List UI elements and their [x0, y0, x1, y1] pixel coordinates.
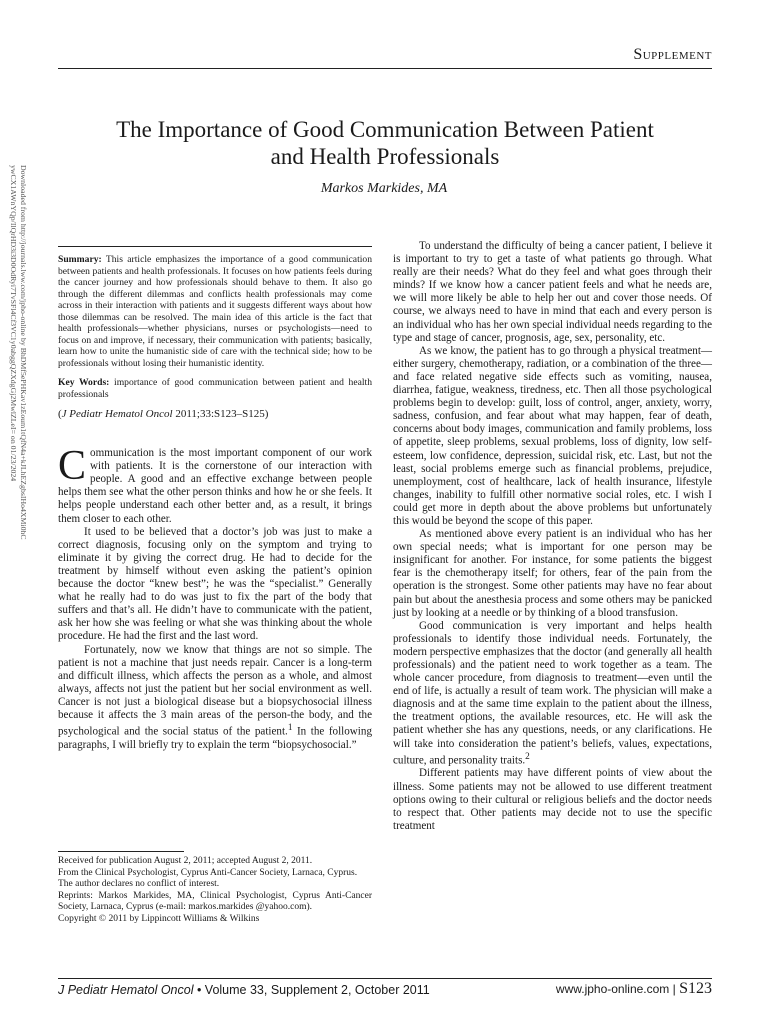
body-paragraph: It used to be believed that a doctor’s job was just to make a correct diagnosis, focusing only on the symptom and trying to eliminate it by giving the correct drug. He had to decide for the treatment by himself without even asking the patient’s opinion because the doctor “knew best”; he was the “specialist.” Generally what he really had to do was just to fix the part of the body that suffers and that’s all. He didn’t have to communicate with the patient, ask her how she was feeling or what she was thinking about the whole procedure. He had the first and the last word.: [58, 525, 372, 643]
download-watermark: [9, 165, 29, 625]
author: Markos Markides, MA: [320, 181, 448, 196]
section-label: Supplement: [633, 46, 712, 63]
abstract-keywords: [58, 377, 372, 400]
footer-page-info: www.jpho-online.com | S123: [555, 980, 712, 997]
keywords-label: Key Words:: [58, 377, 110, 388]
reference-marker[interactable]: 2: [525, 751, 530, 762]
summary-text: This article emphasizes the importance of a good communication between patients and health professionals. It focuses on how patients feels during the cancer journey and how professionals should behave to them. It also go through the different dilemmas and conflicts health professionals may come across in their interaction with patients and it suggests different ways about how those dilemmas can be resolved. The main idea of this article is the fact that health professionals—whether physicians, nurses or psychologists—need to focus on and improve, if necessary, their communication with patients; basically, learn how to unite the humanistic side of care with the technical side; how to be professionals without losing their humanistic identity.: [58, 254, 372, 369]
citation-journal: J Pediatr Hematol Oncol: [61, 408, 173, 420]
body-paragraph: Good communication is very important and helps health professionals to identify those individual needs. Fortunately, the modern perspective emphasizes that the doctor (and generally all health professionals) and the patient need to work together as a team. The whole cancer procedure, from diagnosis to treatment—even until the end of life, is actually a result of team work. The physician will make a diagnosis and at the same time explain to the patient about the illness, the treatment options, the available resources, etc. He will ask the patient whether she has any questions, needs, or any clarifications. He will take into consideration the patient’s beliefs, values, expectations, culture, and personality traits.$^2$: [393, 619, 712, 767]
footer-issue: • Volume 33, Supplement 2, October 2011: [193, 983, 430, 997]
title-line-2: and Health Professionals: [270, 144, 500, 169]
body-paragraph: Fortunately, now we know that things are not so simple. The patient is not a machine that just needs repair. Cancer is a long-term and difficult illness, which affects the person as a whole, and almost always, affects not just the patient but her social environment as well. Cancer is not just a biological disease but a biopsychosocial illness because it affects the 3 main areas of the person-the body, and the psychological and the social status of the patient.$^1$ In the following paragraphs, I will briefly try to explain the term “biopsychosocial.”: [58, 643, 372, 751]
footnote-received: Received for publication August 2, 2011; accepted August 2, 2011.: [58, 856, 313, 866]
page-number: S123: [679, 980, 712, 997]
abstract-rule: [58, 246, 372, 247]
footnotes: [58, 856, 372, 925]
header-rule: [58, 68, 712, 69]
body-paragraph: As we know, the patient has to go through a physical treatment—either surgery, chemotherapy, radiation, or a combination of the three—and face related negative side effects such as vomiting, nausea, diarrhea, fatigue, weakness, tiredness, etc. Then all those psychological problems begin to develop: guilt, loss of control, anger, anxiety, worry, sadness, confusion, and fear about what may happen, fear of death, concerns about body images, communication and family problems, loss of appetite, sleep problems, sexual problems, loss of dignity, low self-esteem, low confidence, depression, suicidal risk, etc. Last, but not the least, social problems emerge such as financial problems, prejudice, unemployment, cost of healthcare, lack of health insurance, lifestyle changes, inability to fulfill other normative social roles, etc. I wish I could get more in depth about the above problems but unfortunately this would be beyond the scope of this paper.: [393, 344, 712, 527]
footnote-conflict: The author declares no conflict of interest.: [58, 879, 220, 889]
keywords-text: importance of good communication between patient and health professionals: [58, 377, 372, 400]
footnote-rule: [58, 851, 184, 852]
body-paragraph: As mentioned above every patient is an individual who has her own special needs; what is important for one person may be insignificant for another. For instance, for some patients the biggest fear is the chemotherapy itself; for others, fear of the pain from the operation is the strongest. Some other patients may have no fear about pain but about the anesthesia process and some others may be panicked just by looking at a needle or by thinking of a blood transfusion.: [393, 528, 712, 619]
left-column: [58, 254, 372, 752]
abstract-summary: [58, 254, 372, 369]
footer-url[interactable]: www.jpho-online.com: [555, 982, 670, 996]
citation-details: 2011;33:S123–S125): [172, 408, 269, 420]
right-column: [393, 240, 712, 833]
watermark-line-1: Downloaded from http://journals.lww.com/jpho-online by BhDMf5ePHKav1zEoum1tQfN4a+kJLhEZgbsIHo4XMi0hC: [19, 165, 28, 540]
title-line-1: The Importance of Good Communication Between Patient: [116, 117, 654, 142]
watermark-line-2: ywCX1AWnYQp/IlQrHD3i3D0OdRyi7TvSFl4Cf3VC1y0abggQZXdgGj2MwlZLeI= on 01/23/2024: [9, 165, 18, 482]
drop-cap: C: [58, 443, 87, 490]
footnote-reprints: Reprints: Markos Markides, MA, Clinical Psychologist, Cyprus Anti-Cancer Society, Larnaca, Cyprus (e-mail: markos.markides @yahoo.com).: [58, 890, 372, 912]
article-title: [40, 116, 730, 170]
reference-marker[interactable]: 1: [287, 723, 293, 734]
footer-rule: [58, 978, 712, 979]
footnote-copyright: Copyright © 2011 by Lippincott Williams & Wilkins: [58, 913, 260, 924]
summary-label: Summary:: [58, 254, 102, 265]
citation: (J Pediatr Hematol Oncol 2011;33:S123–S125): [58, 408, 269, 420]
body-paragraph: Communication is the most important component of our work with patients. It is the cornerstone of our interaction with people. A good and an effective exchange between people helps them see what the other person thinks and how he or she feels. It helps people understand each other better and, as a result, it brings them closer to each other.: [58, 443, 372, 525]
footnote-affiliation: From the Clinical Psychologist, Cyprus Anti-Cancer Society, Larnaca, Cyprus.: [58, 867, 358, 878]
body-paragraph: Different patients may have different points of view about the illness. Some patients may not be allowed to use different treatment options owing to their cultural or religious beliefs and the doctor needs to respect that. Other patients may decide not to use the specific treatment: [393, 767, 712, 832]
body-paragraph: To understand the difficulty of being a cancer patient, I believe it is important to try to get a taste of what patients go through. What really are their needs? What do they feel and what goes through their minds? If we know how a cancer patient feels and what he needs are, we will more likely be able to help her out and cover those needs. Of course, we always need to have in mind that each and every person is an individual who has her own special individual needs regarding to the type and stage of cancer, prognosis, age, sex, personality, etc.: [393, 240, 712, 344]
footer-journal: J Pediatr Hematol Oncol: [58, 983, 194, 997]
